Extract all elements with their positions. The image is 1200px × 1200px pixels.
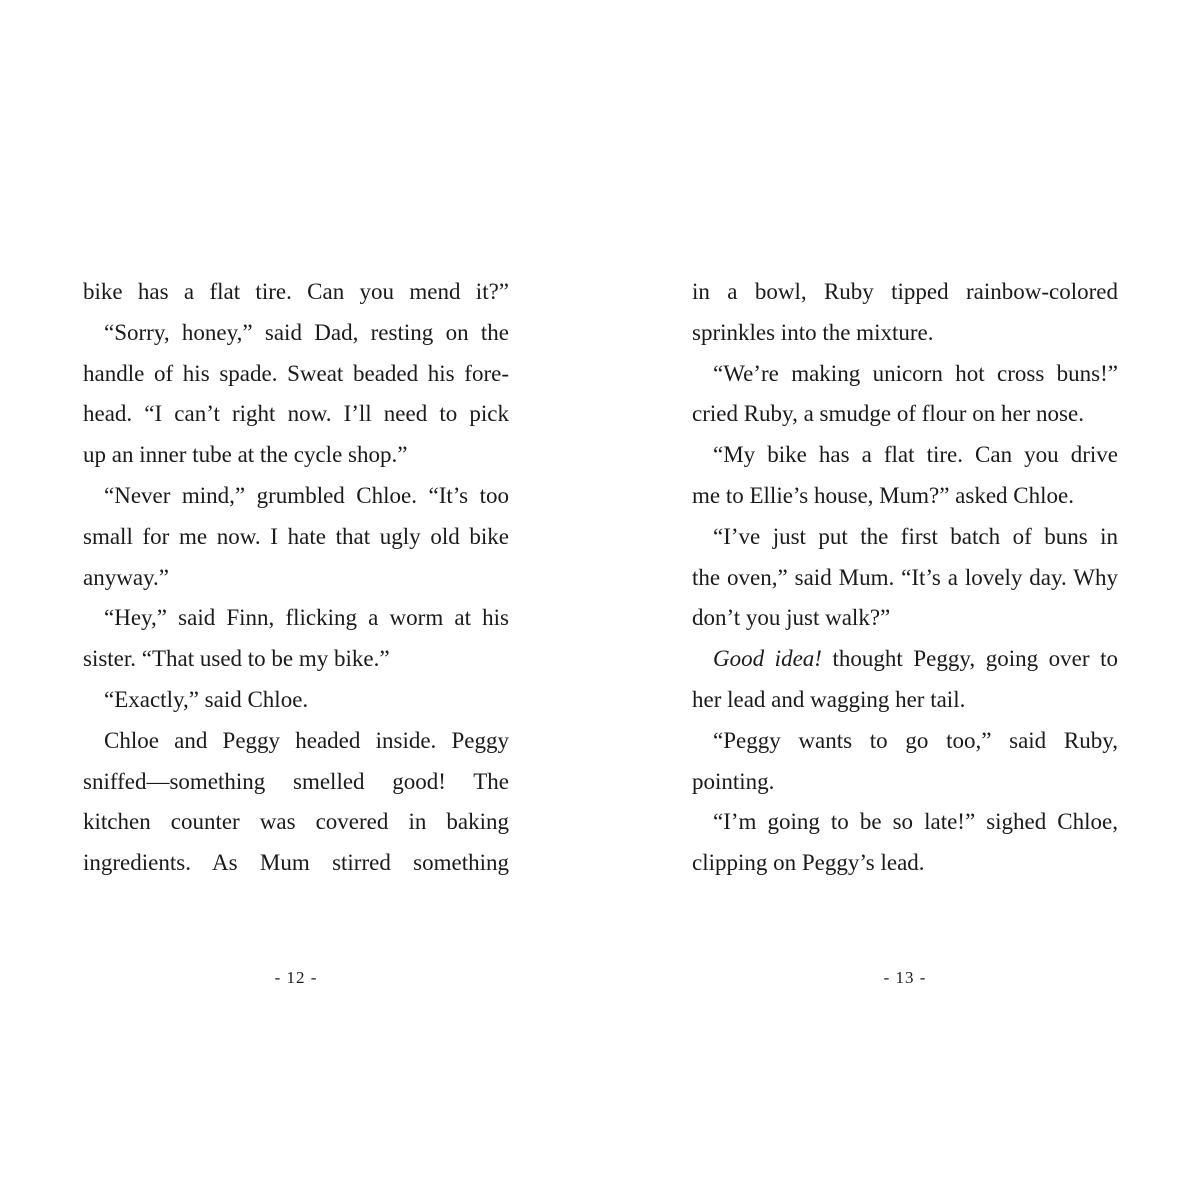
text-line: handle of his spade. Sweat beaded his fore-: [83, 360, 509, 386]
text-line: “I’m going to be so late!” sighed Chloe,: [713, 809, 1118, 835]
text-line: bike has a flat tire. Can you mend it?”: [83, 279, 509, 304]
text-line: “Exactly,” said Chloe.: [104, 686, 309, 712]
text-line: “We’re making unicorn hot cross buns!”: [713, 360, 1118, 386]
italic-phrase: Good idea!: [713, 646, 822, 672]
text-line: up an inner tube at the cycle shop.”: [83, 442, 408, 468]
text-line: small for me now. I hate that ugly old bike: [83, 523, 509, 549]
text-line: “Sorry, honey,” said Dad, resting on the: [104, 319, 509, 345]
text-line: kitchen counter was covered in baking: [83, 809, 509, 835]
text-line-rest: thought Peggy, going over to: [821, 646, 1119, 672]
text-line: in a bowl, Ruby tipped rainbow-colored: [692, 279, 1118, 304]
text-line: cried Ruby, a smudge of flour on her nose.: [692, 401, 1084, 427]
left-page-text: [83, 272, 509, 884]
right-page-text: [692, 272, 1118, 884]
text-line: pointing.: [692, 768, 775, 794]
text-line: sniffed—something smelled good! The: [83, 768, 509, 794]
text-line: “I’ve just put the first batch of buns in: [713, 523, 1118, 549]
text-line: [692, 639, 1118, 680]
page-number-left: - 12 -: [274, 968, 318, 987]
text-line: her lead and wagging her tail.: [692, 686, 966, 712]
text-line: “My bike has a flat tire. Can you drive: [713, 442, 1118, 468]
text-line: don’t you just walk?”: [692, 605, 891, 631]
text-line: me to Ellie’s house, Mum?” asked Chloe.: [692, 482, 1074, 508]
text-line: clipping on Peggy’s lead.: [692, 850, 925, 876]
text-line: anyway.”: [83, 564, 169, 590]
text-line: sister. “That used to be my bike.”: [83, 646, 390, 672]
page-number-right: - 13 -: [883, 968, 927, 987]
text-line: “Hey,” said Finn, flicking a worm at his: [104, 605, 509, 631]
text-line: “Peggy wants to go too,” said Ruby,: [713, 727, 1118, 753]
text-line: Chloe and Peggy headed inside. Peggy: [104, 727, 509, 753]
text-line: “Never mind,” grumbled Chloe. “It’s too: [104, 482, 509, 508]
text-line: ingredients. As Mum stirred something: [83, 850, 509, 876]
text-line: the oven,” said Mum. “It’s a lovely day. Why: [692, 564, 1118, 590]
text-line: sprinkles into the mixture.: [692, 319, 934, 345]
text-line: head. “I can’t right now. I’ll need to pick: [83, 401, 509, 427]
